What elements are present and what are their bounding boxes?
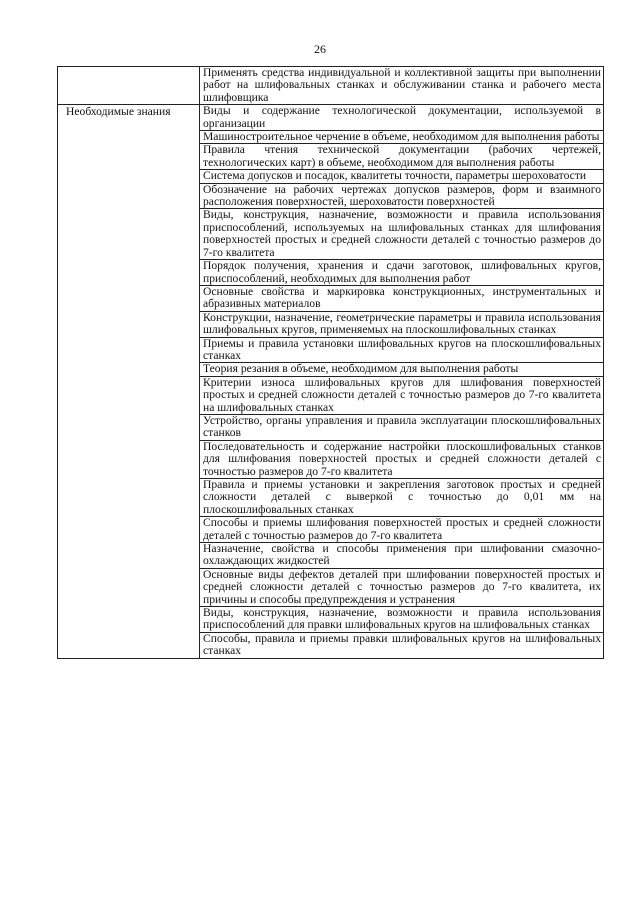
protection-skill-cell: Применять средства индивидуальной и коллективной защиты при выполнении работ на шлифовальных станках и обслуживании станка и рабочего места шлифовщика bbox=[200, 67, 604, 105]
knowledge-item: Порядок получения, хранения и сдачи заготовок, шлифовальных кругов, приспособлений, необходимых для выполнения работ bbox=[200, 260, 604, 286]
knowledge-item: Устройство, органы управления и правила эксплуатации плоскошлифовальных станков bbox=[200, 414, 604, 440]
knowledge-item: Критерии износа шлифовальных кругов для шлифования поверхностей простых и средней сложности деталей с точностью размеров до 7-го квалитета на шлифовальных станках bbox=[200, 376, 604, 414]
table-row bbox=[58, 67, 604, 105]
section-label-knowledge: Необходимые знания bbox=[58, 105, 200, 658]
knowledge-item: Основные виды дефектов деталей при шлифовании поверхностей простых и средней сложности деталей с точностью размеров до 7-го квалитета, их причины и способы предупреждения и устранения bbox=[200, 568, 604, 606]
knowledge-item: Способы и приемы шлифования поверхностей простых и средней сложности деталей с точностью размеров до 7-го квалитета bbox=[200, 517, 604, 543]
knowledge-item: Виды, конструкция, назначение, возможности и правила использования приспособлений, используемых на шлифовальных станках для шлифования поверхностей простых и средней сложности деталей с точностью размеров до 7-го квалитета bbox=[200, 209, 604, 260]
knowledge-item: Виды, конструкция, назначение, возможности и правила использования приспособлений для правки шлифовальных кругов на шлифовальных станках bbox=[200, 607, 604, 633]
knowledge-item: Приемы и правила установки шлифовальных кругов на плоскошлифовальных станках bbox=[200, 337, 604, 363]
knowledge-item: Конструкции, назначение, геометрические параметры и правила использования шлифовальных кругов, применяемых на плоскошлифовальных станках bbox=[200, 311, 604, 337]
knowledge-item: Система допусков и посадок, квалитеты точности, параметры шероховатости bbox=[200, 170, 604, 183]
knowledge-item: Последовательность и содержание настройки плоскошлифовальных станков для шлифования поверхностей простых и средней сложности деталей с точностью размеров до 7-го квалитета bbox=[200, 440, 604, 478]
knowledge-item: Правила и приемы установки и закрепления заготовок простых и средней сложности деталей с выверкой с точностью до 0,01 мм на плоскошлифовальных станках bbox=[200, 479, 604, 517]
knowledge-item: Машиностроительное черчение в объеме, необходимом для выполнения работы bbox=[200, 131, 604, 144]
knowledge-item: Обозначение на рабочих чертежах допусков размеров, форм и взаимного расположения поверхностей, шероховатости поверхностей bbox=[200, 183, 604, 209]
requirements-table bbox=[57, 66, 604, 659]
requirements-table-body bbox=[58, 67, 604, 659]
knowledge-item: Теория резания в объеме, необходимом для выполнения работы bbox=[200, 363, 604, 376]
knowledge-item: Назначение, свойства и способы применения при шлифовании смазочно-охлаждающих жидкостей bbox=[200, 543, 604, 569]
knowledge-item: Виды и содержание технологической документации, используемой в организации bbox=[200, 105, 604, 131]
knowledge-item: Правила чтения технической документации (рабочих чертежей, технологических карт) в объеме, необходимом для выполнения работы bbox=[200, 144, 604, 170]
table-row bbox=[58, 105, 604, 131]
knowledge-item: Основные свойства и маркировка конструкционных, инструментальных и абразивных материалов bbox=[200, 285, 604, 311]
empty-label-cell bbox=[58, 67, 200, 105]
knowledge-item: Способы, правила и приемы правки шлифовальных кругов на шлифовальных станках bbox=[200, 632, 604, 658]
page-number: 26 bbox=[314, 42, 326, 56]
